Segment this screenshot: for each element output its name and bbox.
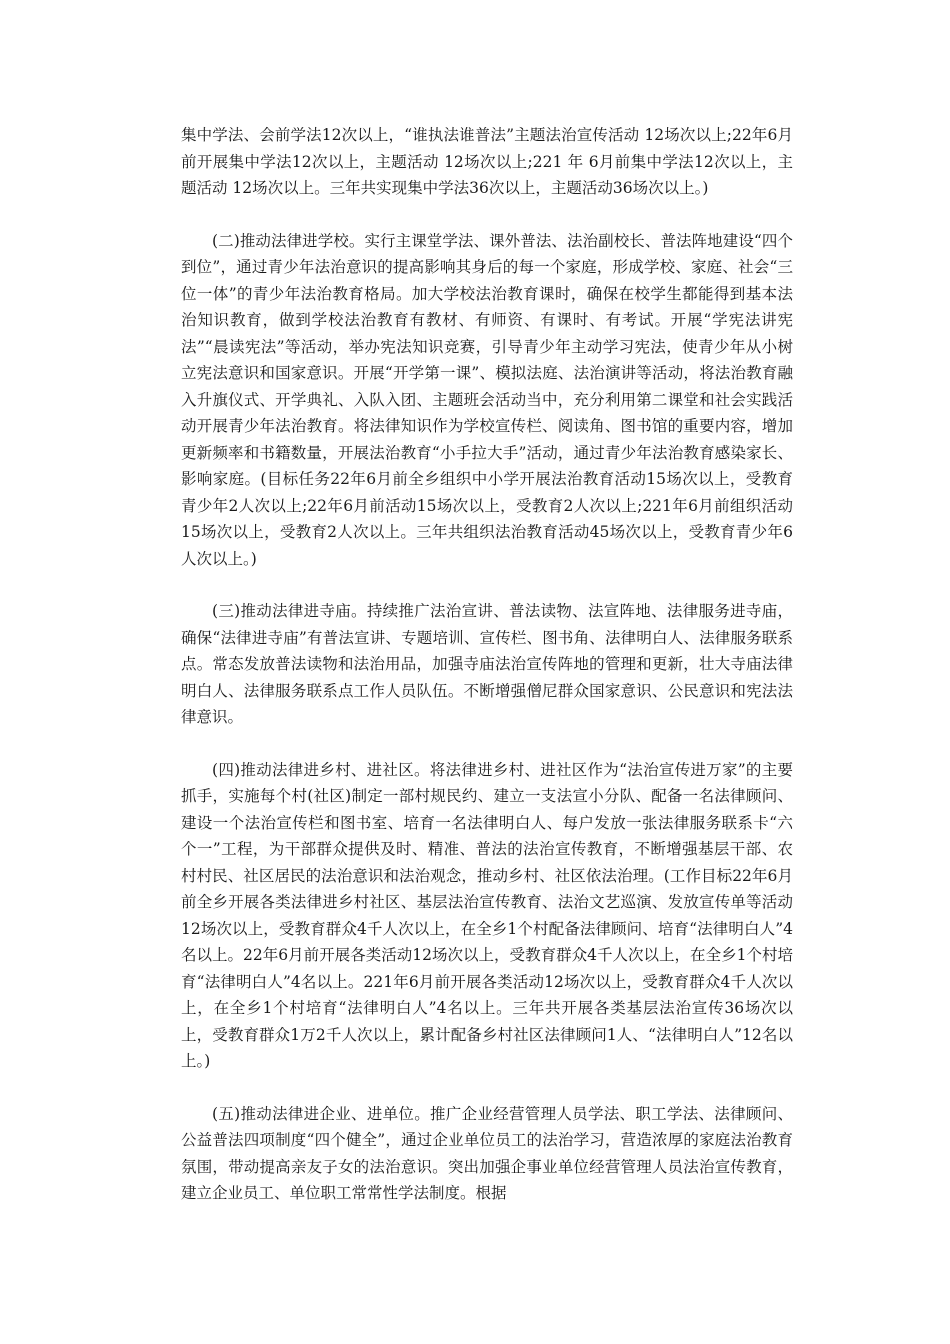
paragraph-law-into-villages: (四)推动法律进乡村、进社区。将法律进乡村、进社区作为“法治宣传进万家”的主要抓手，实施每个村(社区)制定一部村规民约、建立一支法宣小分队、配备一名法律顾问、建设一个法治宣传栏和图书室、培育一名法律明白人、每户发放一张法律服务联系卡“六个一”工程，为干部群众提供及时、精准、普法的法治宣传教育，不断增强基层干部、农村村民、社区居民的法治意识和法治观念，推动乡村、社区依法治理。(工作目标22年6月前全乡开展各类法律进乡村社区、基层法治宣传教育、法治文艺巡演、发放宣传单等活动12场次以上，受教育群众4千人次以上，在全乡1个村配备法律顾问、培育“法律明白人”4名以上。22年6月前开展各类活动12场次以上，受教育群众4千人次以上，在全乡1个村培育“法律明白人”4名以上。221年6月前开展各类活动12场次以上，受教育群众4千人次以上，在全乡1个村培育“法律明白人”4名以上。三年共开展各类基层法治宣传36场次以上，受教育群众1万2千人次以上，累计配备乡村社区法律顾问1人、“法律明白人”12名以上。)	[181, 760, 793, 1070]
paragraph-law-into-schools: (二)推动法律进学校。实行主课堂学法、课外普法、法治副校长、普法阵地建设“四个到位”，通过青少年法治意识的提高影响其身后的每一个家庭，形成学校、家庭、社会“三位一体”的青少年法治教育格局。加大学校法治教育课时，确保在校学生都能得到基本法治知识教育，做到学校法治教育有教材、有师资、有课时、有考试。开展“学宪法讲宪法”“晨读宪法”等活动，举办宪法知识竞赛，引导青少年主动学习宪法，使青少年从小树立宪法意识和国家意识。开展“开学第一课”、模拟法庭、法治演讲等活动，将法治教育融入升旗仪式、开学典礼、入队入团、主题班会活动当中，充分利用第二课堂和社会实践活动开展青少年法治教育。将法律知识作为学校宣传栏、阅读角、图书馆的重要内容，增加更新频率和书籍数量，开展法治教育“小手拉大手”活动，通过青少年法治教育感染家长、影响家庭。(目标任务22年6月前全乡组织中小学开展法治教育活动15场次以上，受教育青少年2人次以上;22年6月前活动15场次以上，受教育2人次以上;221年6月前组织活动15场次以上，受教育2人次以上。三年共组织法治教育活动45场次以上，受教育青少年6人次以上。)	[181, 231, 793, 568]
paragraph-study-targets: 集中学法、会前学法12次以上，“谁执法谁普法”主题法治宣传活动 12场次以上;22年6月前开展集中学法12次以上，主题活动 12场次以上;221 年 6月前集中学法12次以上，主题活动 12场次以上。三年共实现集中学法36次以上，主题活动36场次以上。)	[181, 126, 793, 197]
paragraph-law-into-temples: (三)推动法律进寺庙。持续推广法治宣讲、普法读物、法宣阵地、法律服务进寺庙，确保“法律进寺庙”有普法宣讲、专题培训、宣传栏、图书角、法律明白人、法律服务联系点。常态发放普法读物和法治用品，加强寺庙法治宣传阵地的管理和更新，壮大寺庙法律明白人、法律服务联系点工作人员队伍。不断增强僧尼群众国家意识、公民意识和宪法法律意识。	[181, 602, 793, 726]
paragraph-law-into-enterprises: (五)推动法律进企业、进单位。推广企业经营管理人员学法、职工学法、法律顾问、公益普法四项制度“四个健全”，通过企业单位员工的法治学习，营造浓厚的家庭法治教育氛围，带动提高亲友子女的法治意识。突出加强企事业单位经营管理人员法治宣传教育，建立企业员工、单位职工常常性学法制度。根据	[181, 1104, 793, 1202]
document-body	[181, 122, 793, 1207]
